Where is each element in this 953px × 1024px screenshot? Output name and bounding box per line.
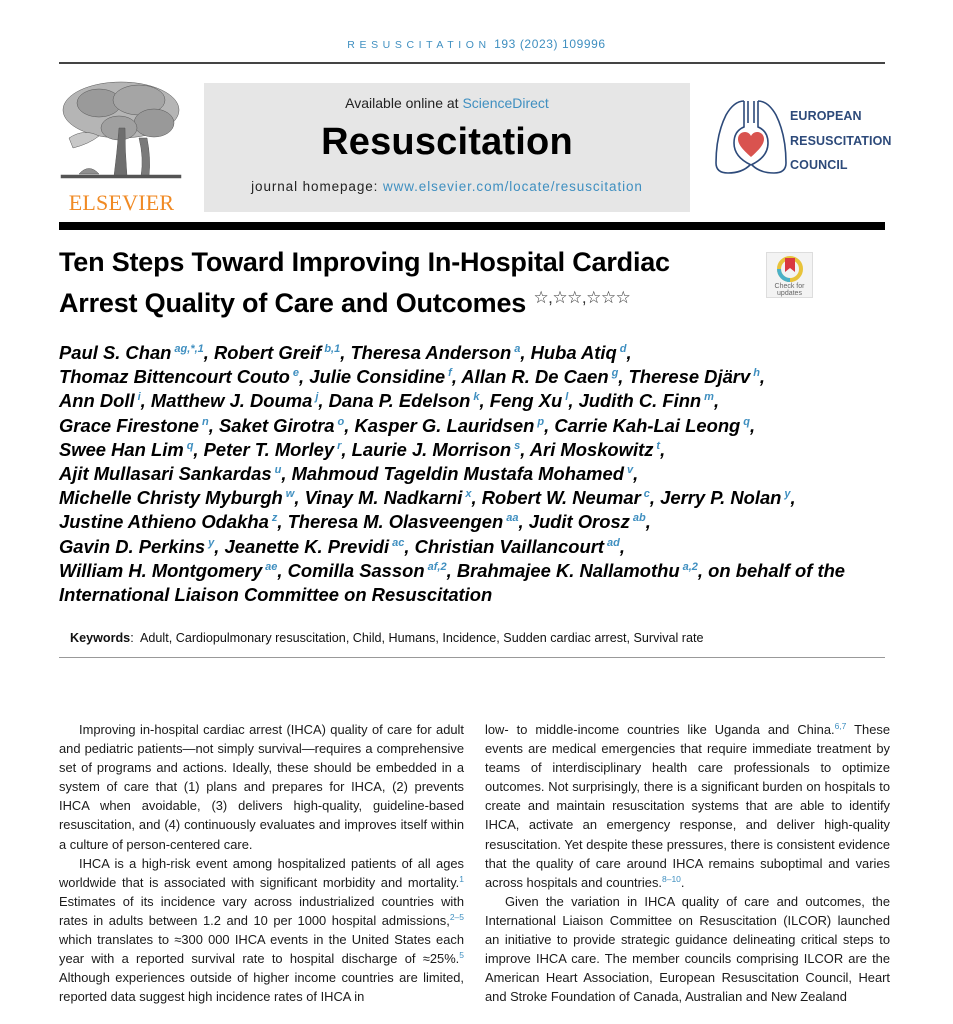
affiliation-mark[interactable]: v	[626, 464, 634, 477]
citation-link[interactable]: 5	[459, 950, 464, 961]
affiliation-mark[interactable]: o	[337, 415, 345, 428]
title-line-1: Ten Steps Toward Improving In-Hospital Cardiac	[59, 247, 670, 277]
author[interactable]: Jeanette K. Previdi $^{ac}$,	[224, 535, 415, 557]
authors-on-behalf: on behalf of the International Liaison Committee on Resuscitation	[59, 559, 846, 606]
affiliation-mark[interactable]: a	[514, 343, 521, 355]
author[interactable]: Judith C. Finn $^m$,	[578, 390, 720, 412]
article-title	[59, 245, 759, 321]
affiliation-mark[interactable]: k	[473, 391, 480, 404]
author[interactable]: Paul S. Chan $^{ag,*,1}$,	[59, 342, 215, 363]
author[interactable]: Therese Djärv $^h$,	[628, 366, 766, 388]
erc-line-1: EUROPEAN	[790, 109, 862, 123]
body-column-right	[485, 720, 890, 1006]
author[interactable]: Robert Greif $^{b,1}$,	[214, 342, 351, 363]
affiliation-mark[interactable]: f	[448, 367, 452, 380]
affiliation-mark[interactable]: h	[753, 367, 760, 380]
author[interactable]: Michelle Christy Myburgh $^w$,	[59, 487, 305, 509]
affiliation-mark[interactable]: y	[784, 488, 791, 501]
paragraph: IHCA is a high-risk event among hospitalized patients of all ages worldwide that is associated with significant morbidity and mortality.$^1$ Estimates of its incidence vary across industrialized countries with rates in adults between 1.2 and 10 per 1000 hospital admissions,$^{2-5}$ which translates to ≈300 000 IHCA events in the United States each year with a reported survival rate to hospital discharge of ≈25%.$^5$ Although experiences outside of higher income countries are limited, reported data suggest high incidence rates of IHCA in	[59, 855, 464, 1005]
author[interactable]: Grace Firestone $^n$,	[59, 414, 219, 436]
journal-homepage	[204, 179, 690, 194]
affiliation-mark[interactable]: b,1	[324, 343, 341, 355]
author[interactable]: Christian Vaillancourt $^{ad}$,	[414, 535, 625, 557]
keywords-rule	[59, 657, 885, 658]
affiliation-mark[interactable]: c	[643, 488, 650, 501]
author[interactable]: Mahmoud Tageldin Mustafa Mohamed $^v$,	[291, 463, 639, 485]
check-for-updates-button[interactable]	[766, 252, 813, 298]
running-head-volume: 193 (2023) 109996	[494, 37, 606, 51]
sciencedirect-link[interactable]: ScienceDirect	[462, 95, 549, 111]
running-head-journal: RESUSCITATION	[347, 39, 491, 51]
affiliation-mark[interactable]: e	[292, 367, 300, 380]
author[interactable]: Feng Xu $^l$,	[489, 390, 579, 412]
author[interactable]: Jerry P. Nolan $^y$,	[660, 487, 796, 509]
affiliation-mark[interactable]: aa	[506, 512, 519, 525]
affiliation-mark[interactable]: z	[271, 512, 278, 525]
body-column-left	[59, 720, 464, 1006]
author[interactable]: Ajit Mullasari Sankardas $^u$,	[59, 463, 292, 485]
author[interactable]: Saket Girotra $^o$,	[219, 414, 355, 436]
affiliation-mark[interactable]: i	[137, 391, 141, 404]
author[interactable]: Swee Han Lim $^q$,	[59, 438, 204, 460]
keywords-label: Keywords	[70, 631, 131, 645]
author[interactable]: Allan R. De Caen $^g$,	[461, 366, 629, 388]
paragraph: Improving in-hospital cardiac arrest (IHCA) quality of care for adult and pediatric patients—not simply survival—requires a comprehensive set of programs and actions. Ideally, these should be embedded in a system of care that (1) plans and prepares for IHCA, (2) prevents IHCA when avoidable, (3) delivers high-quality, guideline-based resuscitation, and (4) continuously evaluates and improves itself within a culture of person-centered care.	[59, 722, 464, 852]
author[interactable]: Robert W. Neumar $^c$,	[481, 487, 661, 509]
journal-masthead	[204, 83, 690, 212]
journal-title: Resuscitation	[321, 121, 573, 163]
author[interactable]: Justine Athieno Odakha $^z$,	[59, 511, 288, 533]
affiliation-mark[interactable]: ab	[632, 512, 646, 525]
top-rule	[59, 62, 885, 64]
erc-line-3: COUNCIL	[790, 158, 848, 172]
affiliation-mark[interactable]: ae	[265, 560, 278, 573]
author[interactable]: Dana P. Edelson $^k$,	[328, 390, 490, 412]
affiliation-mark[interactable]: l	[565, 391, 569, 404]
keywords	[70, 631, 704, 645]
affiliation-mark[interactable]: ac	[392, 536, 405, 549]
elsevier-wordmark: ELSEVIER	[68, 190, 175, 215]
affiliation-mark[interactable]: r	[337, 439, 342, 452]
affiliation-mark[interactable]: y	[208, 536, 215, 549]
crossmark-icon	[777, 255, 803, 283]
author[interactable]: Huba Atiq $^d$,	[530, 342, 632, 363]
citation-link[interactable]: 8–10	[661, 873, 681, 884]
affiliation-mark[interactable]: n	[202, 415, 209, 428]
homepage-link[interactable]: www.elsevier.com/locate/resuscitation	[382, 179, 643, 194]
affiliation-mark[interactable]: w	[285, 488, 295, 501]
affiliation-mark[interactable]: m	[704, 391, 714, 404]
author[interactable]: Julie Considine $^f$,	[309, 366, 462, 388]
affiliation-mark[interactable]: g	[611, 367, 619, 380]
check-updates-line-2: updates	[777, 290, 802, 297]
affiliation-mark[interactable]: s	[514, 439, 521, 452]
author[interactable]: Theresa M. Olasveengen $^{aa}$,	[287, 511, 529, 533]
running-head	[0, 37, 953, 51]
affiliation-mark[interactable]: q	[743, 415, 751, 428]
keywords-colon: :	[130, 631, 134, 645]
citation-link[interactable]: 6,7	[834, 721, 847, 731]
author[interactable]: Ann Doll $^i$,	[59, 390, 151, 412]
available-online-text: Available online at	[345, 95, 463, 111]
check-updates-line-1: Check for	[774, 283, 805, 290]
affiliation-mark[interactable]: a,2	[682, 560, 698, 573]
author[interactable]: Gavin D. Perkins $^y$,	[59, 535, 225, 557]
header-thick-rule	[59, 222, 885, 230]
title-line-2: Arrest Quality of Care and Outcomes	[59, 288, 527, 318]
paragraph: Given the variation in IHCA quality of care and outcomes, the International Liaison Committee on Resuscitation (ILCOR) launched an initiative to provide strategic guidance delineating critical steps to improve IHCA care. The member councils comprising ILCOR are the American Heart Association, European Resuscitation Council, Heart and Stroke Foundation of Canada, Australian and New Zealand	[485, 893, 890, 1005]
affiliation-mark[interactable]: d	[619, 343, 627, 355]
paragraph: low- to middle-income countries like Uganda and China.$^{6,7}$ These events are medical emergencies that require immediate treatment by teams of interdisciplinary health care professionals to optimize outcomes. Not surprisingly, there is a significant burden on hospitals to create and maintain resuscitation systems that are able to identify IHCA, activate an emergency response, and deliver high-quality resuscitation. Yet despite these pressures, there is consistent evidence that the quality of care around IHCA remains suboptimal and varies across hospitals and countries.$^{8-10}$.	[485, 721, 890, 890]
author[interactable]: Vinay M. Nadkarni $^x$,	[304, 487, 482, 509]
keywords-list: Adult, Cardiopulmonary resuscitation, Child, Humans, Incidence, Sudden cardiac arrest, Survival rate	[140, 631, 704, 645]
affiliation-mark[interactable]: t	[656, 439, 661, 452]
author[interactable]: Theresa Anderson $^a$,	[350, 342, 531, 363]
erc-line-2: RESUSCITATION	[790, 133, 892, 148]
homepage-label: journal homepage:	[251, 179, 383, 194]
author[interactable]: Peter T. Morley $^r$,	[203, 438, 352, 460]
author[interactable]: Laurie J. Morrison $^s$,	[351, 438, 530, 460]
affiliation-mark[interactable]: af,2	[427, 560, 447, 573]
author[interactable]: Kasper G. Lauridsen $^p$,	[354, 414, 555, 436]
affiliation-mark[interactable]: x	[465, 488, 472, 501]
affiliation-mark[interactable]: ag,*,1	[174, 343, 204, 355]
affiliation-mark[interactable]: u	[274, 464, 282, 477]
affiliation-mark[interactable]: j	[315, 391, 319, 404]
available-online	[204, 95, 690, 111]
affiliation-mark[interactable]: ad	[607, 536, 620, 549]
author[interactable]: Comilla Sasson $^{af,2}$,	[287, 559, 457, 581]
author[interactable]: Judit Orosz $^{ab}$,	[528, 511, 651, 533]
author[interactable]: Ari Moskowitz $^t$,	[529, 438, 666, 460]
author[interactable]: Thomaz Bittencourt Couto $^e$,	[59, 366, 310, 388]
author[interactable]: Matthew J. Douma $^j$,	[150, 390, 329, 412]
citation-link[interactable]: 2–5	[449, 911, 464, 922]
author[interactable]: Brahmajee K. Nallamothu $^{a,2}$,	[456, 559, 709, 581]
author[interactable]: Carrie Kah-Lai Leong $^q$,	[554, 414, 756, 436]
author[interactable]: William H. Montgomery $^{ae}$,	[59, 559, 288, 581]
author-list	[59, 341, 889, 607]
title-footnote-marks[interactable]: ☆,☆☆,☆☆☆	[533, 288, 631, 307]
affiliation-mark[interactable]: p	[537, 415, 545, 428]
erc-logo-text	[790, 104, 892, 178]
citation-link[interactable]: 1	[459, 873, 464, 884]
affiliation-mark[interactable]: q	[186, 439, 194, 452]
